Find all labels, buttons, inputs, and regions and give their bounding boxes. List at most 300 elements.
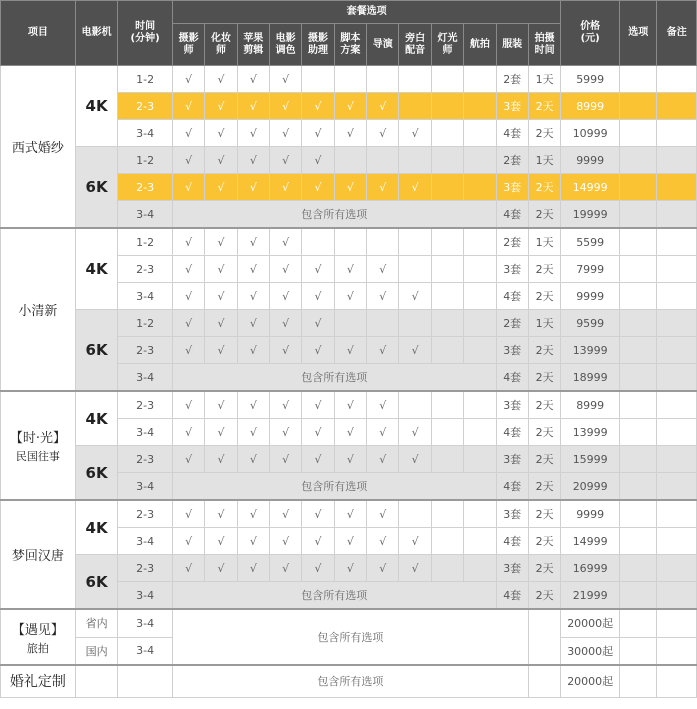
check-cell — [464, 337, 496, 364]
check-cell: √ — [237, 120, 269, 147]
check-cell: √ — [205, 256, 237, 283]
header-camera: 电影机 — [75, 1, 117, 66]
check-cell: √ — [334, 391, 366, 419]
option-cell — [620, 446, 657, 473]
time-cell: 3-4 — [118, 582, 173, 610]
check-cell: √ — [334, 528, 366, 555]
check-cell: √ — [367, 528, 399, 555]
check-cell: √ — [367, 391, 399, 419]
header-sub-7: 旁白 配音 — [399, 24, 431, 66]
check-cell: √ — [237, 528, 269, 555]
price-cell: 14999 — [561, 174, 620, 201]
price-cell: 16999 — [561, 555, 620, 582]
check-cell: √ — [172, 174, 204, 201]
check-cell: √ — [237, 93, 269, 120]
time-cell — [118, 665, 173, 697]
check-cell: √ — [367, 337, 399, 364]
all-included-cell: 包含所有选项 — [172, 665, 528, 697]
project-name: 西式婚纱 — [1, 66, 76, 229]
note-cell — [657, 337, 697, 364]
check-cell: √ — [302, 500, 334, 528]
header-sub-4: 摄影 助理 — [302, 24, 334, 66]
check-cell: √ — [172, 528, 204, 555]
suits-cell: 4套 — [496, 528, 528, 555]
option-cell — [620, 201, 657, 229]
check-cell: √ — [270, 391, 302, 419]
check-cell — [431, 174, 463, 201]
all-included-cell: 包含所有选项 — [172, 582, 496, 610]
suits-cell: 3套 — [496, 93, 528, 120]
suits-cell: 2套 — [496, 66, 528, 93]
check-cell: √ — [205, 174, 237, 201]
check-cell: √ — [172, 337, 204, 364]
note-cell — [657, 446, 697, 473]
project-name: 小清新 — [1, 228, 76, 391]
option-cell — [620, 419, 657, 446]
price-cell: 13999 — [561, 419, 620, 446]
price-cell: 8999 — [561, 391, 620, 419]
check-cell: √ — [237, 555, 269, 582]
check-cell — [431, 147, 463, 174]
option-cell — [620, 609, 657, 637]
price-cell: 5999 — [561, 66, 620, 93]
price-cell: 20000起 — [561, 665, 620, 697]
days-cell: 2天 — [528, 174, 560, 201]
check-cell — [367, 228, 399, 256]
check-cell: √ — [367, 446, 399, 473]
note-cell — [657, 310, 697, 337]
header-time: 时间 (分钟) — [118, 1, 173, 66]
header-option: 选项 — [620, 1, 657, 66]
note-cell — [657, 147, 697, 174]
price-cell: 20000起 — [561, 609, 620, 637]
check-cell: √ — [237, 174, 269, 201]
check-cell — [334, 66, 366, 93]
place-cell: 省内 — [75, 609, 117, 637]
check-cell: √ — [172, 256, 204, 283]
check-cell — [464, 555, 496, 582]
check-cell: √ — [270, 419, 302, 446]
price-cell: 18999 — [561, 364, 620, 392]
time-cell: 2-3 — [118, 446, 173, 473]
price-cell: 9599 — [561, 310, 620, 337]
time-cell: 2-3 — [118, 256, 173, 283]
check-cell: √ — [205, 93, 237, 120]
check-cell: √ — [237, 419, 269, 446]
check-cell — [399, 228, 431, 256]
days-cell — [528, 609, 560, 665]
check-cell: √ — [172, 391, 204, 419]
suits-cell: 4套 — [496, 473, 528, 501]
suits-cell: 4套 — [496, 120, 528, 147]
check-cell — [431, 310, 463, 337]
check-cell: √ — [237, 446, 269, 473]
check-cell: √ — [302, 120, 334, 147]
check-cell — [464, 283, 496, 310]
check-cell: √ — [302, 391, 334, 419]
camera-label: 4K — [75, 391, 117, 446]
note-cell — [657, 256, 697, 283]
check-cell: √ — [205, 310, 237, 337]
table-row — [1, 147, 697, 174]
camera-label: 6K — [75, 555, 117, 610]
option-cell — [620, 283, 657, 310]
check-cell: √ — [270, 500, 302, 528]
check-cell: √ — [172, 66, 204, 93]
check-cell: √ — [367, 283, 399, 310]
check-cell: √ — [270, 120, 302, 147]
check-cell: √ — [270, 446, 302, 473]
option-cell — [620, 310, 657, 337]
check-cell — [464, 256, 496, 283]
header-sub-8: 灯光 师 — [431, 24, 463, 66]
check-cell: √ — [334, 555, 366, 582]
check-cell: √ — [237, 310, 269, 337]
option-cell — [620, 500, 657, 528]
check-cell: √ — [302, 446, 334, 473]
check-cell — [464, 228, 496, 256]
check-cell: √ — [270, 337, 302, 364]
check-cell: √ — [172, 555, 204, 582]
check-cell: √ — [172, 283, 204, 310]
check-cell — [464, 391, 496, 419]
check-cell — [464, 419, 496, 446]
check-cell — [431, 337, 463, 364]
check-cell — [431, 528, 463, 555]
days-cell: 2天 — [528, 391, 560, 419]
check-cell: √ — [172, 419, 204, 446]
note-cell — [657, 283, 697, 310]
check-cell: √ — [302, 283, 334, 310]
check-cell: √ — [237, 391, 269, 419]
camera-label: 4K — [75, 228, 117, 310]
price-cell: 9999 — [561, 147, 620, 174]
check-cell: √ — [399, 528, 431, 555]
check-cell: √ — [237, 256, 269, 283]
check-cell — [464, 147, 496, 174]
check-cell: √ — [367, 555, 399, 582]
option-cell — [620, 228, 657, 256]
check-cell: √ — [302, 93, 334, 120]
price-cell: 14999 — [561, 528, 620, 555]
suits-cell: 2套 — [496, 228, 528, 256]
option-cell — [620, 174, 657, 201]
option-cell — [620, 582, 657, 610]
check-cell: √ — [205, 391, 237, 419]
note-cell — [657, 93, 697, 120]
time-cell: 2-3 — [118, 93, 173, 120]
header-price: 价格 (元) — [561, 1, 620, 66]
check-cell: √ — [172, 228, 204, 256]
note-cell — [657, 174, 697, 201]
check-cell — [464, 446, 496, 473]
days-cell: 2天 — [528, 337, 560, 364]
suits-cell: 4套 — [496, 201, 528, 229]
price-cell: 8999 — [561, 93, 620, 120]
check-cell: √ — [334, 93, 366, 120]
check-cell: √ — [334, 256, 366, 283]
check-cell: √ — [270, 93, 302, 120]
check-cell — [464, 310, 496, 337]
camera-label: 6K — [75, 147, 117, 229]
note-cell — [657, 665, 697, 697]
days-cell: 2天 — [528, 446, 560, 473]
note-cell — [657, 500, 697, 528]
all-included-cell: 包含所有选项 — [172, 364, 496, 392]
camera-label: 4K — [75, 66, 117, 147]
note-cell — [657, 364, 697, 392]
check-cell: √ — [399, 283, 431, 310]
time-cell: 3-4 — [118, 609, 173, 637]
header-sub-11: 拍摄 时间 — [528, 24, 560, 66]
check-cell — [431, 500, 463, 528]
check-cell — [399, 500, 431, 528]
note-cell — [657, 120, 697, 147]
check-cell: √ — [172, 310, 204, 337]
check-cell: √ — [172, 446, 204, 473]
check-cell — [367, 66, 399, 93]
check-cell: √ — [237, 337, 269, 364]
time-cell: 2-3 — [118, 391, 173, 419]
check-cell — [399, 310, 431, 337]
check-cell — [367, 147, 399, 174]
check-cell — [431, 391, 463, 419]
check-cell: √ — [367, 93, 399, 120]
note-cell — [657, 609, 697, 637]
check-cell: √ — [270, 66, 302, 93]
price-cell: 30000起 — [561, 637, 620, 665]
time-cell: 2-3 — [118, 337, 173, 364]
check-cell: √ — [334, 174, 366, 201]
days-cell: 2天 — [528, 201, 560, 229]
check-cell: √ — [237, 66, 269, 93]
check-cell: √ — [399, 419, 431, 446]
project-name: 梦回汉唐 — [1, 500, 76, 609]
check-cell: √ — [367, 174, 399, 201]
note-cell — [657, 582, 697, 610]
time-cell: 3-4 — [118, 283, 173, 310]
header-sub-2: 苹果 剪辑 — [237, 24, 269, 66]
check-cell: √ — [205, 419, 237, 446]
check-cell: √ — [399, 174, 431, 201]
note-cell — [657, 637, 697, 665]
camera-label: 6K — [75, 310, 117, 392]
check-cell — [431, 66, 463, 93]
header-sub-9: 航拍 — [464, 24, 496, 66]
suits-cell: 3套 — [496, 256, 528, 283]
time-cell: 3-4 — [118, 528, 173, 555]
project-name: 【时·光】 民国往事 — [1, 391, 76, 500]
note-cell — [657, 555, 697, 582]
check-cell: √ — [205, 446, 237, 473]
price-cell: 15999 — [561, 446, 620, 473]
check-cell: √ — [334, 337, 366, 364]
header-package: 套餐选项 — [172, 1, 560, 24]
price-cell: 20999 — [561, 473, 620, 501]
days-cell: 2天 — [528, 120, 560, 147]
check-cell — [464, 120, 496, 147]
check-cell — [334, 147, 366, 174]
suits-cell: 4套 — [496, 364, 528, 392]
table-row — [1, 555, 697, 582]
check-cell: √ — [334, 120, 366, 147]
header-project: 项目 — [1, 1, 76, 66]
time-cell: 2-3 — [118, 500, 173, 528]
check-cell: √ — [334, 500, 366, 528]
table-row — [1, 66, 697, 93]
check-cell: √ — [270, 147, 302, 174]
check-cell — [464, 528, 496, 555]
check-cell — [431, 93, 463, 120]
all-included-cell: 包含所有选项 — [172, 201, 496, 229]
time-cell: 1-2 — [118, 228, 173, 256]
days-cell: 1天 — [528, 66, 560, 93]
note-cell — [657, 228, 697, 256]
check-cell: √ — [205, 528, 237, 555]
time-cell: 3-4 — [118, 473, 173, 501]
camera-label: 4K — [75, 500, 117, 555]
suits-cell: 3套 — [496, 446, 528, 473]
header-sub-10: 服装 — [496, 24, 528, 66]
price-cell: 13999 — [561, 337, 620, 364]
option-cell — [620, 528, 657, 555]
project-name: 婚礼定制 — [1, 665, 76, 697]
project-name: 【遇见】 旅拍 — [1, 609, 76, 665]
check-cell: √ — [205, 283, 237, 310]
price-cell: 9999 — [561, 283, 620, 310]
check-cell: √ — [172, 500, 204, 528]
check-cell: √ — [302, 174, 334, 201]
suits-cell: 2套 — [496, 147, 528, 174]
check-cell: √ — [302, 419, 334, 446]
check-cell — [367, 310, 399, 337]
check-cell — [464, 174, 496, 201]
check-cell — [431, 228, 463, 256]
check-cell — [464, 66, 496, 93]
header-sub-3: 电影 调色 — [270, 24, 302, 66]
note-cell — [657, 419, 697, 446]
table-row — [1, 446, 697, 473]
check-cell — [334, 228, 366, 256]
check-cell — [431, 446, 463, 473]
check-cell: √ — [205, 228, 237, 256]
option-cell — [620, 391, 657, 419]
check-cell — [399, 93, 431, 120]
all-included-cell: 包含所有选项 — [172, 473, 496, 501]
days-cell: 1天 — [528, 228, 560, 256]
days-cell: 2天 — [528, 473, 560, 501]
days-cell: 2天 — [528, 93, 560, 120]
option-cell — [620, 93, 657, 120]
check-cell — [399, 391, 431, 419]
check-cell: √ — [172, 120, 204, 147]
check-cell: √ — [205, 120, 237, 147]
check-cell — [302, 228, 334, 256]
check-cell: √ — [334, 446, 366, 473]
option-cell — [620, 256, 657, 283]
table-row — [1, 310, 697, 337]
camera-label — [75, 665, 117, 697]
check-cell — [464, 93, 496, 120]
check-cell: √ — [302, 147, 334, 174]
suits-cell: 3套 — [496, 337, 528, 364]
option-cell — [620, 120, 657, 147]
check-cell: √ — [237, 283, 269, 310]
days-cell: 2天 — [528, 419, 560, 446]
note-cell — [657, 66, 697, 93]
check-cell: √ — [334, 419, 366, 446]
check-cell — [431, 120, 463, 147]
check-cell: √ — [367, 419, 399, 446]
check-cell: √ — [270, 528, 302, 555]
check-cell: √ — [205, 147, 237, 174]
check-cell — [431, 256, 463, 283]
option-cell — [620, 555, 657, 582]
check-cell: √ — [237, 147, 269, 174]
option-cell — [620, 473, 657, 501]
days-cell: 1天 — [528, 147, 560, 174]
all-included-cell: 包含所有选项 — [172, 609, 528, 665]
note-cell — [657, 528, 697, 555]
suits-cell: 4套 — [496, 582, 528, 610]
header-sub-6: 导演 — [367, 24, 399, 66]
check-cell: √ — [270, 228, 302, 256]
suits-cell: 3套 — [496, 174, 528, 201]
check-cell: √ — [270, 310, 302, 337]
check-cell: √ — [302, 337, 334, 364]
time-cell: 2-3 — [118, 174, 173, 201]
time-cell: 3-4 — [118, 419, 173, 446]
table-row — [1, 665, 697, 697]
time-cell: 3-4 — [118, 120, 173, 147]
days-cell: 2天 — [528, 582, 560, 610]
suits-cell: 3套 — [496, 391, 528, 419]
time-cell: 3-4 — [118, 201, 173, 229]
note-cell — [657, 201, 697, 229]
table-row — [1, 228, 697, 256]
option-cell — [620, 364, 657, 392]
price-cell: 9999 — [561, 500, 620, 528]
days-cell: 2天 — [528, 528, 560, 555]
check-cell: √ — [172, 93, 204, 120]
check-cell — [399, 66, 431, 93]
table-row — [1, 391, 697, 419]
option-cell — [620, 337, 657, 364]
days-cell: 2天 — [528, 256, 560, 283]
check-cell: √ — [270, 555, 302, 582]
time-cell: 1-2 — [118, 66, 173, 93]
check-cell — [399, 256, 431, 283]
camera-label: 6K — [75, 446, 117, 501]
check-cell: √ — [399, 337, 431, 364]
suits-cell: 3套 — [496, 500, 528, 528]
check-cell: √ — [302, 555, 334, 582]
check-cell: √ — [270, 283, 302, 310]
header-sub-1: 化妆 师 — [205, 24, 237, 66]
check-cell — [431, 555, 463, 582]
price-cell: 21999 — [561, 582, 620, 610]
price-cell: 10999 — [561, 120, 620, 147]
time-cell: 1-2 — [118, 147, 173, 174]
price-cell: 5599 — [561, 228, 620, 256]
suits-cell: 4套 — [496, 419, 528, 446]
option-cell — [620, 637, 657, 665]
place-cell: 国内 — [75, 637, 117, 665]
check-cell: √ — [205, 337, 237, 364]
check-cell: √ — [302, 256, 334, 283]
check-cell: √ — [205, 555, 237, 582]
check-cell — [464, 500, 496, 528]
